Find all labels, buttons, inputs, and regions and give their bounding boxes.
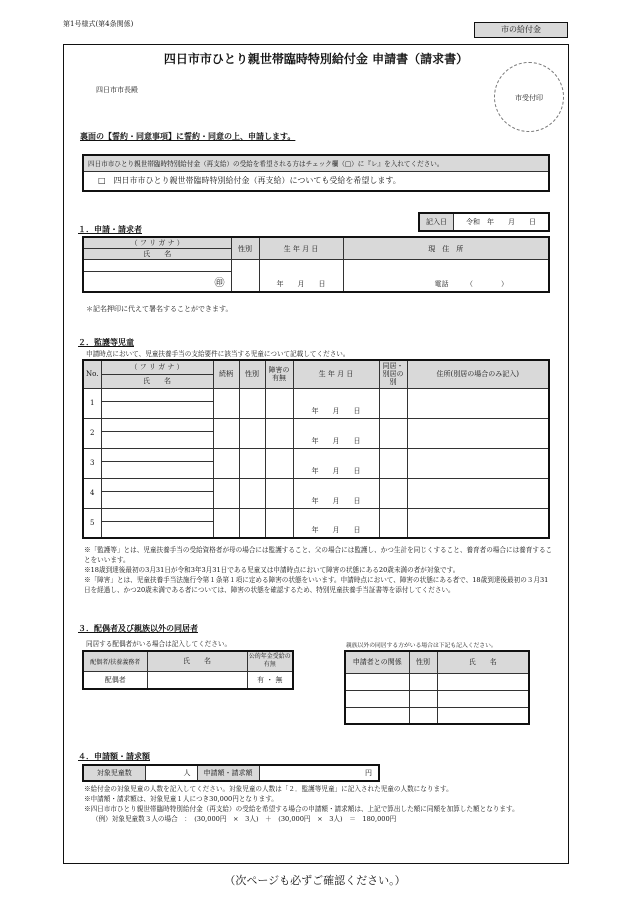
children-table [82,359,550,539]
page-title: 四日市市ひとり親世帯臨時特別給付金 申請書（請求書） [163,52,469,66]
children-count-field[interactable]: 人 [145,765,197,781]
spouse-kind-value: 配偶者 [83,671,147,689]
note-additional: ※四日市市ひとり親世帯臨時特別給付金（再支給）の受給を希望する場合の申請額・請求額は、上記で算出した額に同額を加算した額となります。 [84,805,519,813]
address-header: 現 住 所 [343,237,549,260]
additional-request-box [82,154,550,192]
child-dob-field[interactable]: 年 月 日 [293,388,379,418]
child-disability-field[interactable] [265,478,293,508]
other-name-header: 氏 名 [437,651,529,673]
applicant-table [82,236,550,293]
other-gender-header: 性別 [409,651,437,673]
section4-title: ４．申請額・請求額 [78,751,150,761]
child-dob-field[interactable]: 年 月 日 [293,448,379,478]
entry-date-value[interactable]: 令和 年 月 日 [466,218,536,226]
other-relation-header: 申請者との関係 [345,651,409,673]
child-gender-header: 性別 [239,360,265,388]
stamp-label: 市受付印 [515,94,543,102]
dob-header: 生 年 月 日 [259,237,343,260]
other-relation-field[interactable] [345,690,409,707]
section4-notes [84,784,554,824]
relation-header: 続柄 [213,360,239,388]
child-dob-field[interactable]: 年 月 日 [293,418,379,448]
child-row-number: 3 [83,448,101,478]
applicant-name-field[interactable]: ㊞ [83,272,231,292]
section2-title: ２．監護等児童 [78,337,134,347]
child-cohab-field[interactable] [379,508,407,538]
top-badge: 市の給付金 [474,22,568,38]
note-children-count: ※給付金の対象児童の人数を記入してください。対象児童の人数は「２．監護等児童」に記入された児童の人数になります。 [84,785,453,793]
child-row-number: 4 [83,478,101,508]
other-name-field[interactable] [437,690,529,707]
children-count-label: 対象児童数 [83,765,145,781]
child-relation-field[interactable] [213,478,239,508]
child-gender-field[interactable] [239,508,265,538]
note-example: （例）対象児童数３人の場合 ： (30,000円 × 3人) ＋ (30,000円 × 3人) ＝ 180,000円 [92,815,397,823]
child-gender-field[interactable] [239,388,265,418]
disability-header: 障害の有無 [265,360,293,388]
amount-field[interactable]: 円 [259,765,379,781]
entry-date-box [418,212,550,232]
child-address-header: 住所(別居の場合のみ記入) [407,360,549,388]
applicant-furigana-field[interactable] [83,260,231,272]
applicant-gender-field[interactable] [231,260,259,292]
signature-note: ＊記名押印に代えて署名することができます。 [86,305,233,313]
note-per-child: ※申請額・請求額は、対象児童１人につき30,000円となります。 [84,795,278,803]
child-address-field[interactable] [407,388,549,418]
child-relation-field[interactable] [213,388,239,418]
child-row-number: 5 [83,508,101,538]
additional-instruction: 四日市市ひとり親世帯臨時特別給付金（再支給）の受給を希望される方はチェック欄（□）に『レ』を入れてください。 [84,156,548,172]
child-address-field[interactable] [407,508,549,538]
child-dob-header: 生 年 月 日 [293,360,379,388]
other-gender-field[interactable] [409,690,437,707]
other-cohabitant-table [344,650,530,725]
cohab-header: 同居・別居の別 [379,360,407,388]
child-disability-field[interactable] [265,418,293,448]
child-furigana-field[interactable] [101,418,213,431]
child-cohab-field[interactable] [379,418,407,448]
other-desc: 親族以外の同居する方がいる場合は下記も記入ください。 [346,643,497,649]
child-cohab-field[interactable] [379,478,407,508]
child-disability-field[interactable] [265,388,293,418]
section2-desc: 申請時点において、児童扶養手当の支給要件に該当する児童について記載してください。 [86,350,350,358]
child-furigana-field[interactable] [101,448,213,461]
child-address-field[interactable] [407,478,549,508]
applicant-address-field[interactable]: 電話 （ ） [343,260,549,292]
child-gender-field[interactable] [239,478,265,508]
gender-header: 性別 [231,237,259,260]
footer-note: （次ページも必ずご確認ください。） [224,874,406,887]
child-gender-field[interactable] [239,448,265,478]
child-disability-field[interactable] [265,508,293,538]
child-gender-field[interactable] [239,418,265,448]
name-header: 氏 名 [83,249,231,260]
additional-checkbox[interactable]: □ 四日市市ひとり親世帯臨時特別給付金（再支給）についても受給を希望します。 [98,176,401,185]
child-furigana-field[interactable] [101,388,213,401]
reception-stamp-circle [494,62,564,132]
child-address-field[interactable] [407,418,549,448]
spouse-kind-header: 配偶者/扶養義務者 [83,651,147,671]
other-name-field[interactable] [437,707,529,724]
spouse-name-header: 氏 名 [147,651,247,671]
child-cohab-field[interactable] [379,388,407,418]
amount-label: 申請額・請求額 [197,765,259,781]
child-name-field[interactable] [101,401,213,418]
other-gender-field[interactable] [409,673,437,690]
child-disability-field[interactable] [265,448,293,478]
other-name-field[interactable] [437,673,529,690]
spouse-table [82,650,294,690]
section3-title: ３．配偶者及び親族以外の同居者 [78,623,198,633]
no-header: No. [83,360,101,388]
child-name-field[interactable] [101,491,213,508]
spouse-name-field[interactable] [147,671,247,689]
child-furigana-header: （ フ リ ガ ナ ） [101,360,213,374]
consent-line: 裏面の【誓約・同意事項】に誓約・同意の上、申請します。 [80,131,296,141]
section1-title: １．申請・請求者 [78,224,142,234]
note-age: ※18歳到達後最初の3月31日が令和3年3月31日である児童又は申請時点において障害の状態にある20歳未満の者が対象です。 [84,566,460,574]
addressee: 四日市市長殿 [96,86,138,94]
applicant-dob-field[interactable]: 年 月 日 [259,260,343,292]
child-row-number: 2 [83,418,101,448]
child-name-field[interactable] [101,461,213,478]
furigana-header: （ フ リ ガ ナ ） [83,237,231,249]
other-gender-field[interactable] [409,707,437,724]
note-custody: ※「監護等」とは、児童扶養手当の受給資格者が母の場合には監護すること、父の場合には監護し、かつ生計を同じくすること、養育者の場合には養育することをいいます。 [84,546,553,564]
section2-notes [84,545,554,595]
child-dob-field[interactable]: 年 月 日 [293,508,379,538]
child-dob-field[interactable]: 年 月 日 [293,478,379,508]
spouse-desc: 同居する配偶者がいる場合は記入してください。 [86,640,232,648]
other-relation-field[interactable] [345,673,409,690]
child-name-field[interactable] [101,431,213,448]
other-relation-field[interactable] [345,707,409,724]
child-row-number: 1 [83,388,101,418]
child-address-field[interactable] [407,448,549,478]
entry-date-label: 記入日 [420,214,454,230]
child-name-field[interactable] [101,521,213,538]
pension-header: 公的年金受給の有無 [247,651,293,671]
amount-table [82,764,380,782]
child-cohab-field[interactable] [379,448,407,478]
child-relation-field[interactable] [213,508,239,538]
child-furigana-field[interactable] [101,508,213,521]
note-disability: ※「障害」とは、児童扶養手当法施行令第１条第１項に定める障害の状態をいいます。申請時点において、障害の状態にある者で、18歳到達後最初の３月31日を経過し、かつ20歳未満である者については、障害の状態を確認するため、特別児童扶養手当証書等を添付してください。 [84,576,549,594]
child-relation-field[interactable] [213,448,239,478]
form-label: 第1号様式(第4条関係) [63,20,134,28]
child-relation-field[interactable] [213,418,239,448]
pension-choice[interactable]: 有 ・ 無 [247,671,293,689]
child-name-header: 氏 名 [101,374,213,388]
child-furigana-field[interactable] [101,478,213,491]
